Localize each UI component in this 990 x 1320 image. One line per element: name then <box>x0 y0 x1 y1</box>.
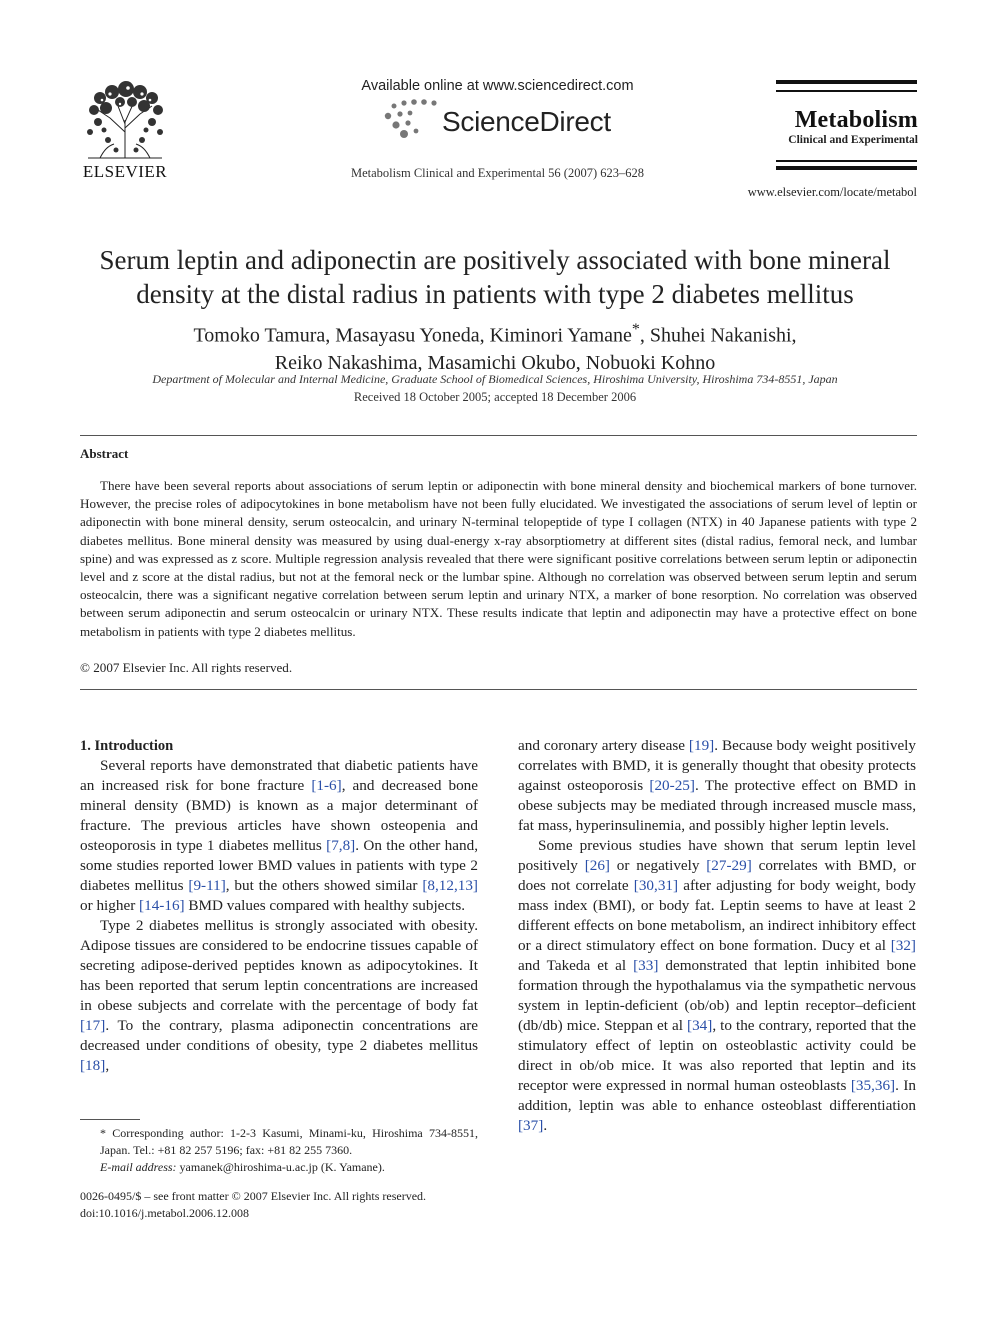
doi[interactable]: doi:10.1016/j.metabol.2006.12.008 <box>80 1206 249 1220</box>
journal-rule-top-thin <box>776 90 917 92</box>
citation-link[interactable]: [26] <box>584 857 610 874</box>
journal-reference: Metabolism Clinical and Experimental 56 (2007) 623–628 <box>351 166 644 180</box>
intro-paragraph-2: Type 2 diabetes mellitus is strongly associated with obesity. Adipose tissues are considered to be endocrine tissues capable of secreting adipose-derived peptides known as adipocytokines. It has been reported that serum leptin concentrations are increased in obese subjects and correlate with the percentage of body fat [17]. To the contrary, plasma adiponectin concentrations are decreased under conditions of obesity, type 2 diabetes mellitus [18], <box>80 917 478 1074</box>
section-heading-introduction: 1. Introduction <box>80 738 174 754</box>
email-note <box>80 1159 478 1176</box>
front-matter-line: 0026-0495/$ – see front matter © 2007 Elsevier Inc. All rights reserved. <box>80 1189 427 1203</box>
citation-link[interactable]: [32] <box>890 937 916 954</box>
citation-link[interactable]: [35,36] <box>850 1077 896 1094</box>
abstract-text: There have been several reports about associations of serum leptin or adiponectin with bone mineral density and biochemical markers of bone turnover. However, the precise roles of adipocytokines in bone metabolism have not been fully elucidated. We investigated the associations of serum level of leptin or adiponectin with bone mineral density, serum osteocalcin, and urinary N-terminal telopeptide of type I collagen (NTX) in 40 Japanese patients with type 2 diabetes mellitus. Bone mineral density was measured by using dual-energy x-ray absorptiometry at different sites (distal radius, femoral neck, and lumbar spine) and was expressed as z score. Multiple regression analysis revealed that there were significant positive correlations between serum leptin or adiponectin level and z score at the distal radius, but not at the femoral neck or the lumbar spine. Although no correlation was observed between serum leptin and serum osteocalcin, there was a significant negative correlation between serum leptin and urinary NTX, a marker of bone resorption. No correlation was observed between serum adiponectin and serum osteocalcin or urinary NTX. These results indicate that leptin and adiponectin may have a protective effect on bone metabolism in patients with type 2 diabetes mellitus. <box>80 478 917 639</box>
intro-paragraph-2-continued: and coronary artery disease [19]. Because body weight positively correlates with BMD, it is generally thought that obesity protects against osteoporosis [20-25]. The protective effect on BMD in obese subjects may be mediated through increased muscle mass, fat mass, hyperinsulinemia, and possibly higher leptin levels. <box>518 737 916 834</box>
paper-title <box>60 243 930 311</box>
footnote-rule <box>80 1119 140 1120</box>
publisher-name: ELSEVIER <box>82 162 168 181</box>
journal-url[interactable]: www.elsevier.com/locate/metabol <box>747 185 917 199</box>
email-address[interactable]: yamanek@hiroshima-u.ac.jp (K. Yamane). <box>176 1160 385 1174</box>
journal-subtitle: Clinical and Experimental <box>788 134 918 146</box>
available-online-text: Available online at www.sciencedirect.com <box>361 78 634 94</box>
authors-1a: Tomoko Tamura, Masayasu Yoneda, Kiminori Yamane <box>193 324 632 347</box>
intro-paragraph-3: Some previous studies have shown that serum leptin level positively [26] or negatively [27-29] correlates with BMD, or does not correlate [30,31] after adjusting for body weight, body mass index (BMI), or body fat. Leptin seems to have at least 2 different effects on bone metabolism, an indirect inhibitory effect or a direct stimulatory effect on bone formation. Ducy et al [32] and Takeda et al [33] demonstrated that leptin inhibited bone formation through the hypothalamus via the sympathetic nervous system in leptin-deficient (ob/ob) and leptin receptor–deficient (db/db) mice. Steppan et al [34], to the contrary, reported that the stimulatory effect of leptin on osteoblastic activity could be direct in ob/ob mice. It was also reported that leptin and its receptor were expressed in normal human osteoblasts [35,36]. In addition, leptin was able to enhance osteoblast differentiation [37]. <box>518 837 917 1134</box>
citation-link[interactable]: [9-11] <box>188 877 226 894</box>
sciencedirect-logo <box>380 98 630 142</box>
intro-paragraph-1: Several reports have demonstrated that diabetic patients have an increased risk for bone fracture [1-6], and decreased bone mineral density (BMD) is known as a major determinant of fracture. The previous articles have shown osteopenia and osteoporosis in type 1 diabetes mellitus [7,8]. On the other hand, some studies reported lower BMD values in patients with type 2 diabetes mellitus [9-11], but the others showed similar [8,12,13] or higher [14-16] BMD values compared with healthy subjects. <box>80 757 478 914</box>
footnote <box>80 1125 478 1176</box>
citation-link[interactable]: [30,31] <box>633 877 679 894</box>
front-matter <box>80 1188 478 1222</box>
citation-link[interactable]: [27-29] <box>706 857 752 874</box>
citation-link[interactable]: [20-25] <box>649 777 695 794</box>
journal-rule-top <box>776 80 917 84</box>
journal-rule-bottom-thin <box>776 160 917 162</box>
elsevier-tree-icon <box>80 80 170 160</box>
citation-link[interactable]: [33] <box>633 957 659 974</box>
citation-link[interactable]: [34] <box>687 1017 713 1034</box>
sciencedirect-brand: ScienceDirect <box>442 106 611 137</box>
received-dates: Received 18 October 2005; accepted 18 December 2006 <box>353 390 637 404</box>
citation-link[interactable]: [8,12,13] <box>422 877 478 894</box>
citation-link[interactable]: [14-16] <box>139 897 185 914</box>
authors-line-2: Reiko Nakashima, Masamichi Okubo, Nobuoki Kohno <box>274 351 716 374</box>
divider-bottom <box>80 689 917 690</box>
journal-rule-bottom <box>776 166 917 170</box>
title-line-1: Serum leptin and adiponectin are positively associated with bone mineral <box>99 245 891 275</box>
elsevier-logo <box>80 80 170 182</box>
email-label: E-mail address: <box>100 1160 177 1174</box>
author-list <box>100 316 890 377</box>
citation-link[interactable]: [18] <box>80 1057 106 1074</box>
title-line-2: density at the distal radius in patients with type 2 diabetes mellitus <box>136 279 854 309</box>
right-column <box>518 736 916 1136</box>
divider-top <box>80 435 917 436</box>
authors-line-1 <box>100 316 890 350</box>
corresponding-author-note: * Corresponding author: 1-2-3 Kasumi, Minami-ku, Hiroshima 734-8551, Japan. Tel.: +81 82 257 5196; fax: +81 82 255 7360. <box>100 1126 478 1157</box>
affiliation: Department of Molecular and Internal Medicine, Graduate School of Biomedical Sciences, Hiroshima University, Hiroshima 734-8551, Japan <box>152 372 838 386</box>
abstract-copyright: © 2007 Elsevier Inc. All rights reserved. <box>80 660 293 675</box>
sciencedirect-dots-icon <box>380 98 440 142</box>
authors-1b: , Shuhei Nakanishi, <box>639 324 797 347</box>
citation-link[interactable]: [17] <box>80 1017 106 1034</box>
left-column <box>80 736 478 1076</box>
abstract-heading: Abstract <box>80 446 129 461</box>
journal-title: Metabolism <box>794 107 918 133</box>
citation-link[interactable]: [1-6] <box>311 777 342 794</box>
citation-link[interactable]: [37] <box>518 1117 544 1134</box>
citation-link[interactable]: [7,8] <box>326 837 356 854</box>
corresponding-author-mark[interactable]: * <box>631 321 640 338</box>
citation-link[interactable]: [19] <box>688 737 715 754</box>
